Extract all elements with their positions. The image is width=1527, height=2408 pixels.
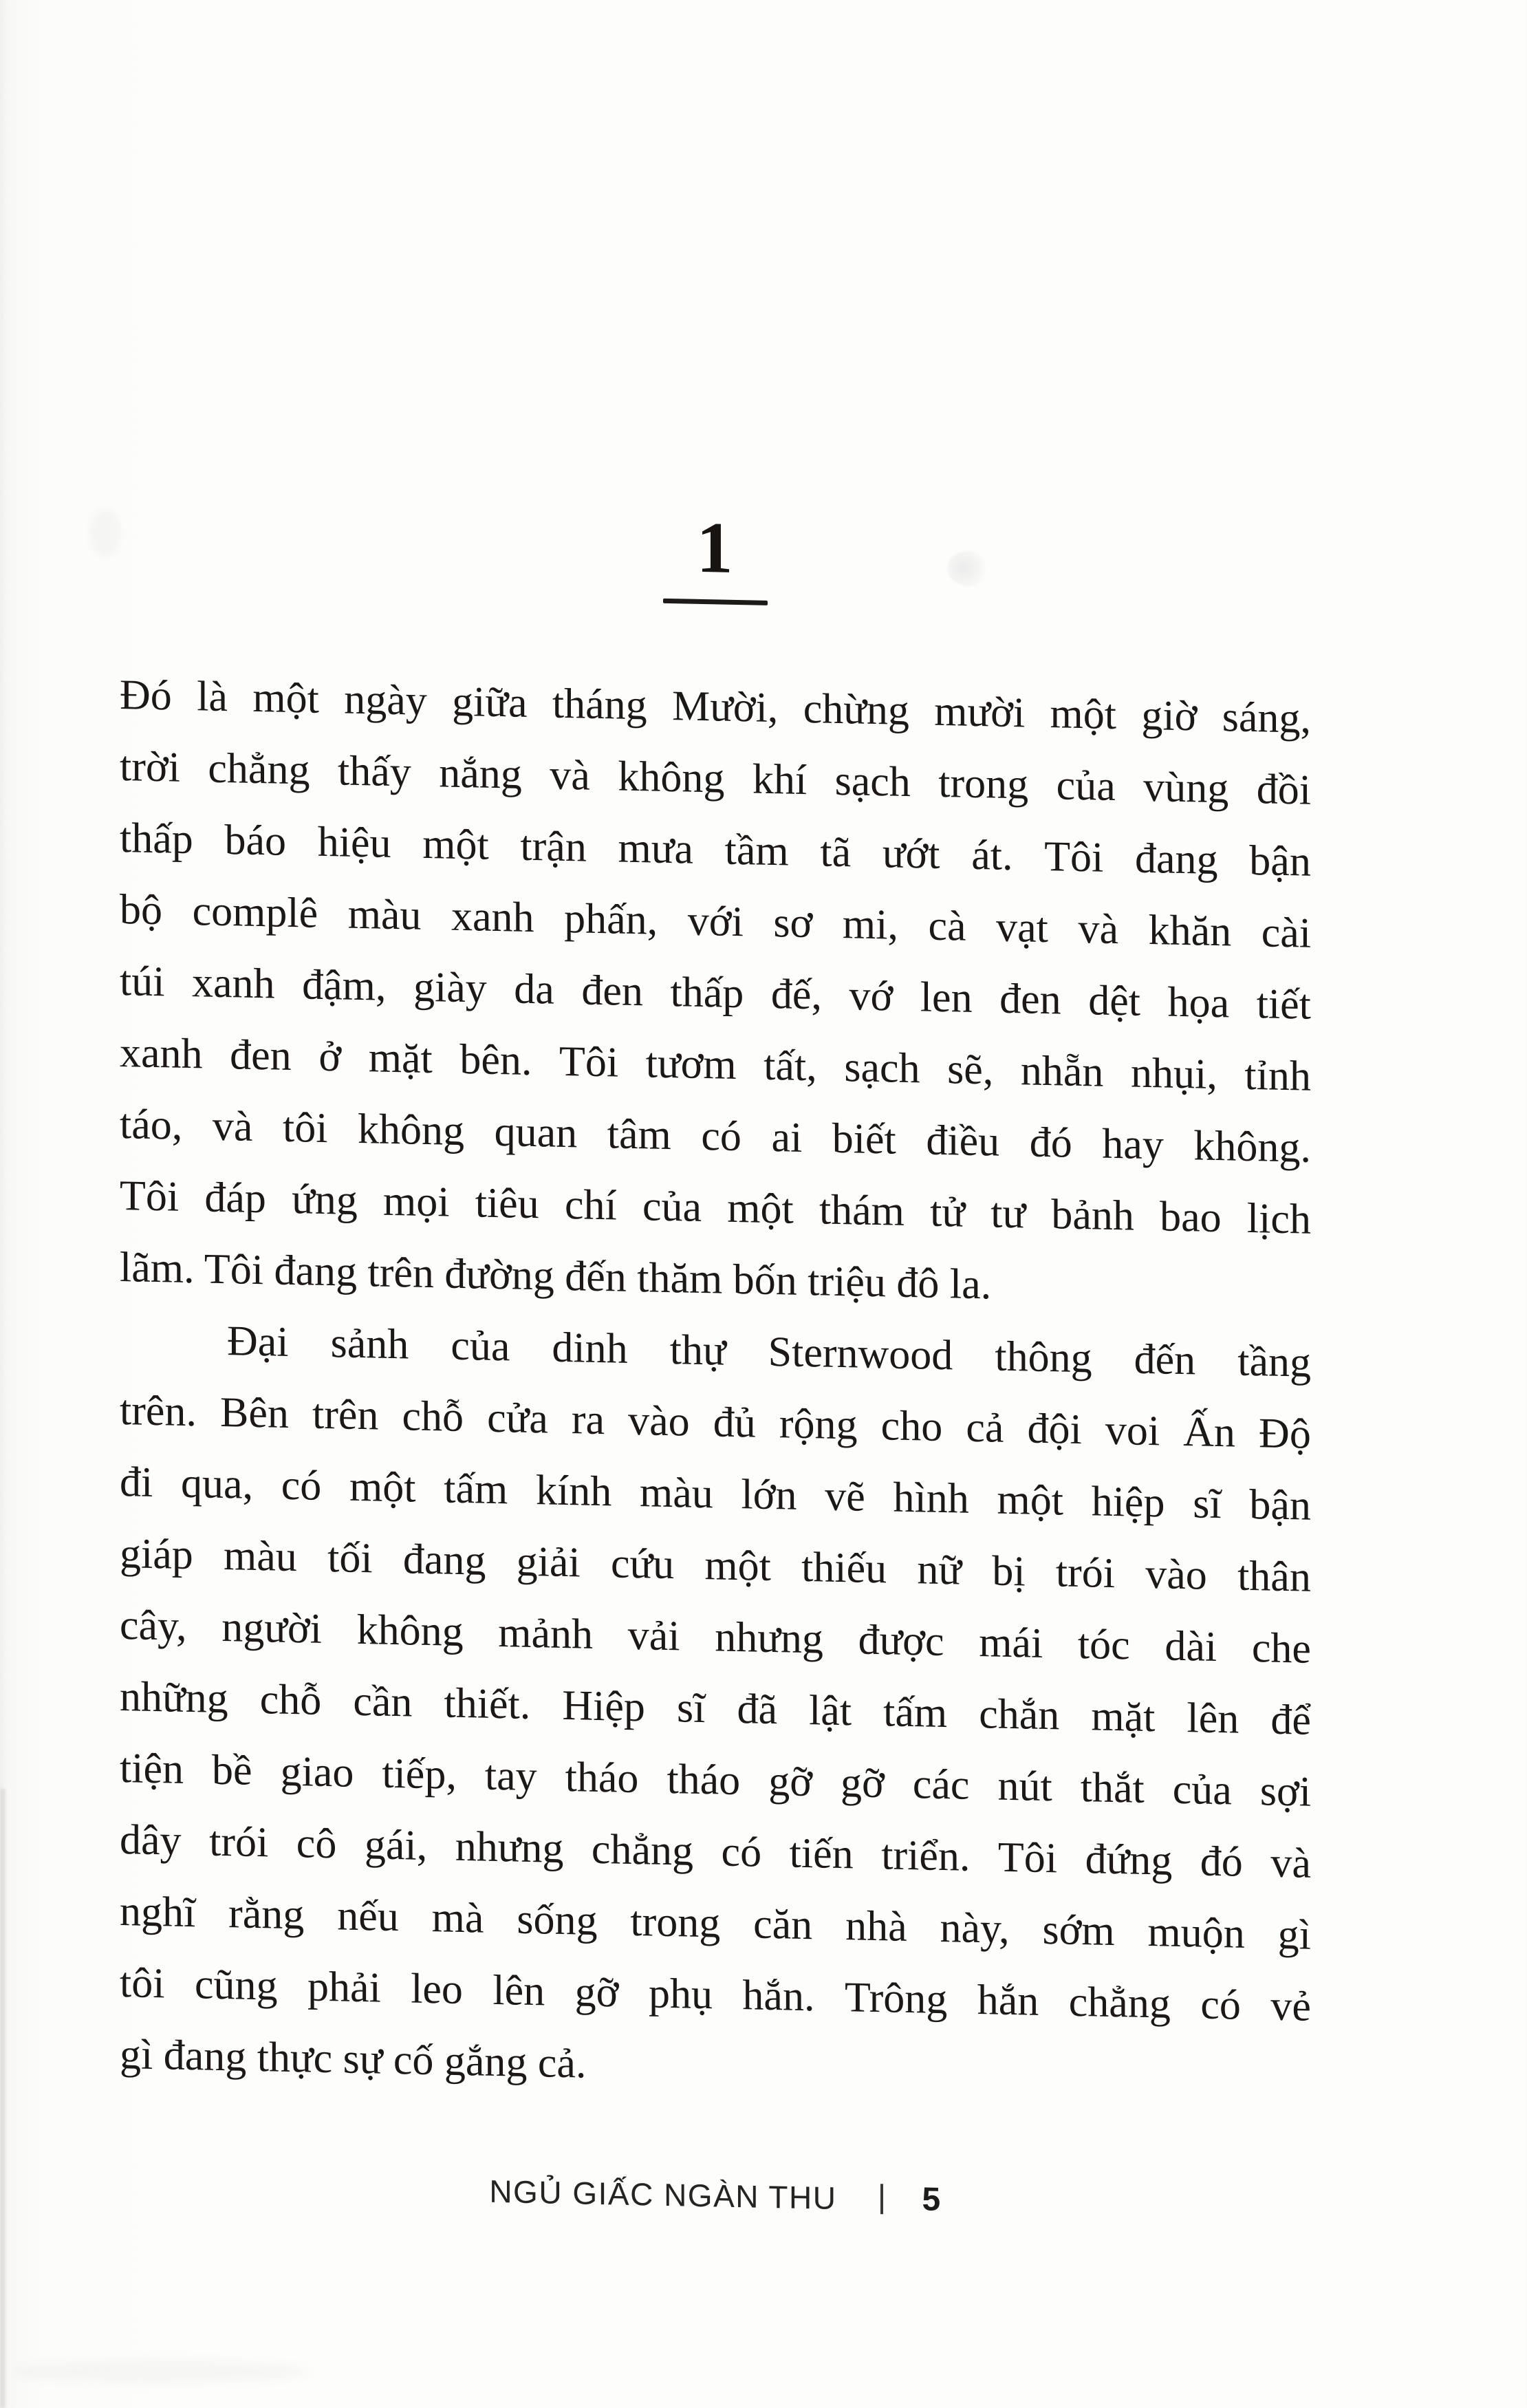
- word: bên.: [459, 1035, 532, 1085]
- word: của: [1172, 1765, 1232, 1814]
- word: sơ: [773, 899, 813, 947]
- word: át.: [971, 831, 1013, 880]
- word: tháng: [552, 680, 647, 729]
- word: các: [912, 1761, 970, 1809]
- word: đáp: [204, 1174, 266, 1223]
- word: vào: [628, 1397, 690, 1445]
- word: tôi: [282, 1104, 328, 1152]
- word: họa: [1167, 978, 1230, 1027]
- word: vùng: [1143, 763, 1229, 813]
- word: chẳng: [1068, 1978, 1171, 2028]
- word: một: [727, 1184, 794, 1233]
- word: che: [1251, 1624, 1311, 1673]
- word: Đại: [227, 1318, 289, 1366]
- word: Tôi: [559, 1038, 619, 1086]
- word: tiến: [789, 1829, 854, 1878]
- word: đang: [402, 1536, 486, 1584]
- word: tư: [990, 1190, 1026, 1238]
- word: ướt: [882, 830, 940, 878]
- word: giữa: [452, 678, 528, 727]
- word: đủ: [713, 1399, 756, 1447]
- word: trận: [520, 822, 587, 871]
- word: bận: [1249, 1481, 1311, 1529]
- word: thấy: [337, 747, 411, 796]
- word: là: [197, 673, 228, 721]
- word: này,: [940, 1904, 1010, 1953]
- word: tử: [930, 1188, 966, 1236]
- word: lật: [809, 1687, 852, 1735]
- word: nhẵn: [1020, 1047, 1104, 1096]
- word: dây: [120, 1816, 182, 1864]
- word: hắn: [977, 1977, 1039, 2025]
- word: tiện: [120, 1745, 184, 1793]
- word: tay: [484, 1752, 537, 1800]
- word: lịch: [1246, 1194, 1311, 1243]
- word: và: [1270, 1839, 1311, 1887]
- word: báo: [224, 817, 287, 865]
- word: cửa: [487, 1394, 548, 1443]
- word: qua,: [180, 1459, 254, 1508]
- word: cà: [928, 902, 966, 950]
- body-text: [120, 659, 1311, 2114]
- word: tối: [327, 1534, 373, 1582]
- word: cô: [296, 1820, 337, 1868]
- word: ra: [571, 1396, 605, 1444]
- word: muộn: [1147, 1909, 1245, 1957]
- word: giải: [516, 1538, 581, 1587]
- word: bận: [1249, 837, 1311, 885]
- word: giày: [413, 963, 487, 1012]
- word: tóc: [1077, 1620, 1130, 1669]
- word: và: [1078, 905, 1118, 954]
- word: giờ: [1141, 691, 1198, 740]
- word: giao: [280, 1748, 354, 1796]
- word: đen: [999, 975, 1061, 1024]
- word: đi: [120, 1459, 153, 1506]
- word: lên: [1187, 1695, 1239, 1743]
- word: thấp: [670, 969, 744, 1018]
- word: Tôi: [997, 1834, 1058, 1882]
- word: những: [120, 1673, 228, 1723]
- word: sẽ,: [947, 1046, 994, 1094]
- word: táo,: [120, 1101, 183, 1149]
- word: để: [1270, 1696, 1311, 1744]
- word: Tôi: [1044, 832, 1104, 881]
- word: dinh: [552, 1324, 628, 1373]
- word: phấn,: [564, 894, 658, 944]
- word: đậm,: [302, 961, 387, 1010]
- word: một: [997, 1476, 1063, 1525]
- word: Ấn: [1183, 1408, 1235, 1456]
- word: gỡ: [768, 1757, 813, 1806]
- word: hiệu: [317, 818, 391, 867]
- word: rằng: [228, 1890, 305, 1939]
- word: của: [451, 1322, 510, 1370]
- word: phải: [307, 1963, 381, 2012]
- word: tâm: [607, 1110, 671, 1159]
- word: vẻ: [1270, 1982, 1311, 2030]
- word: bao: [1160, 1193, 1222, 1242]
- word: trong: [630, 1898, 721, 1947]
- word: Mười,: [672, 682, 779, 732]
- word: cũng: [194, 1961, 278, 2010]
- word: và: [212, 1102, 253, 1150]
- word: sạch: [834, 757, 911, 806]
- text-line: lãm. Tôi đang trên đường đến thăm bốn triệu đô la.: [120, 1244, 992, 1309]
- word: có: [1200, 1981, 1241, 2029]
- word: vạt: [996, 903, 1048, 952]
- word: chỗ: [259, 1676, 322, 1724]
- chapter-number: 1: [696, 506, 735, 588]
- running-title: NGỦ GIẤC NGÀN THU: [489, 2173, 837, 2216]
- word: thiếu: [801, 1543, 887, 1593]
- word: da: [514, 965, 554, 1013]
- word: ứng: [292, 1176, 358, 1224]
- word: thông: [995, 1333, 1092, 1382]
- word: tất,: [764, 1042, 817, 1090]
- word: lên: [492, 1966, 545, 2015]
- word: ở: [318, 1033, 342, 1081]
- word: dài: [1165, 1622, 1217, 1671]
- word: nhưng: [715, 1613, 823, 1663]
- word: tháo: [667, 1755, 741, 1805]
- word: hình: [893, 1474, 969, 1523]
- word: cần: [353, 1677, 413, 1726]
- word: bộ: [120, 886, 162, 934]
- word: vào: [1145, 1550, 1207, 1599]
- word: mưa: [618, 824, 693, 873]
- word: mặt: [1091, 1692, 1156, 1741]
- word: thấp: [120, 815, 193, 863]
- word: thự: [669, 1326, 726, 1375]
- word: nhụi,: [1131, 1049, 1217, 1099]
- word: hiệp: [1091, 1478, 1165, 1527]
- word: nghĩ: [120, 1888, 196, 1937]
- word: đó: [1029, 1119, 1072, 1167]
- word: ai: [771, 1114, 803, 1161]
- word: Bên: [220, 1388, 289, 1437]
- word: len: [920, 974, 973, 1022]
- word: cây,: [120, 1602, 187, 1650]
- word: triển.: [881, 1831, 971, 1880]
- word: người: [221, 1603, 322, 1653]
- word: gỡ: [841, 1759, 885, 1807]
- word: mọi: [383, 1177, 450, 1226]
- word: cho: [880, 1402, 943, 1451]
- word: sảnh: [330, 1320, 409, 1368]
- word: trói: [1055, 1549, 1115, 1598]
- word: kính: [535, 1467, 612, 1516]
- word: bề: [212, 1746, 252, 1794]
- word: gái,: [364, 1821, 428, 1869]
- word: với: [687, 897, 744, 946]
- word: và: [550, 751, 590, 799]
- word: Trông: [844, 1974, 948, 2023]
- word: đó: [1200, 1838, 1243, 1886]
- word: không: [356, 1606, 464, 1656]
- word: tã: [820, 828, 852, 877]
- word: được: [858, 1616, 944, 1666]
- word: phụ: [648, 1970, 713, 2019]
- word: tháo: [565, 1754, 639, 1803]
- word: trong: [938, 759, 1029, 808]
- word: vớ: [849, 972, 894, 1020]
- word: nắng: [439, 749, 522, 798]
- word: màu: [639, 1469, 713, 1518]
- word: đế,: [770, 971, 822, 1019]
- word: Hiệp: [562, 1681, 645, 1731]
- word: gì: [1277, 1911, 1311, 1959]
- word: căn: [753, 1900, 813, 1949]
- word: chỗ: [402, 1393, 464, 1441]
- word: một: [1050, 690, 1116, 739]
- word: tươm: [645, 1040, 737, 1088]
- word: nhà: [845, 1902, 907, 1950]
- word: một: [704, 1542, 771, 1591]
- word: leo: [411, 1965, 463, 2014]
- word: mái: [979, 1619, 1043, 1667]
- word: cứu: [610, 1540, 675, 1589]
- word: mười: [934, 687, 1026, 737]
- word: trên: [312, 1390, 379, 1439]
- text-line: gì đang thực sự cố gắng cả.: [120, 2031, 587, 2087]
- word: đội: [1027, 1405, 1082, 1454]
- word: biết: [832, 1115, 896, 1163]
- page-number: 5: [922, 2181, 942, 2218]
- word: đến: [1134, 1335, 1196, 1384]
- word: cả: [966, 1404, 1004, 1452]
- word: sĩ: [1193, 1480, 1222, 1528]
- word: vải: [627, 1611, 680, 1660]
- word: có: [721, 1828, 762, 1876]
- footer-separator-bar: [880, 2184, 883, 2214]
- word: hay: [1102, 1120, 1164, 1169]
- word: nhưng: [455, 1823, 564, 1872]
- word: tỉnh: [1244, 1051, 1311, 1100]
- word: tiếp,: [382, 1750, 457, 1798]
- word: chừng: [803, 685, 909, 735]
- word: không.: [1193, 1122, 1311, 1172]
- word: thắt: [1080, 1764, 1145, 1812]
- word: trên.: [120, 1387, 197, 1436]
- word: khăn: [1148, 907, 1232, 956]
- word: trói: [209, 1818, 269, 1867]
- word: nếu: [337, 1892, 399, 1941]
- word: sáng,: [1222, 694, 1311, 742]
- word: ngày: [344, 676, 427, 724]
- word: điều: [926, 1117, 1000, 1165]
- word: rộng: [779, 1400, 858, 1449]
- word: đang: [1135, 835, 1218, 884]
- word: màu: [224, 1532, 297, 1581]
- word: đã: [737, 1686, 777, 1734]
- word: sợi: [1259, 1767, 1311, 1816]
- word: đen: [581, 967, 643, 1015]
- page-footer: [120, 2167, 1310, 2224]
- word: mi,: [842, 901, 898, 949]
- word: thám: [819, 1186, 905, 1235]
- word: xanh: [192, 959, 275, 1008]
- word: gỡ: [574, 1968, 619, 2017]
- word: không: [618, 753, 725, 802]
- word: tấm: [883, 1688, 948, 1737]
- word: màu: [347, 890, 422, 939]
- word: sạch: [844, 1044, 920, 1093]
- word: một: [349, 1463, 416, 1512]
- chapter-underline: [663, 599, 768, 605]
- word: Sternwood: [768, 1328, 953, 1379]
- word: thiết.: [444, 1679, 531, 1728]
- word: thân: [1237, 1552, 1311, 1601]
- word: của: [1056, 762, 1116, 810]
- word: nữ: [917, 1546, 962, 1594]
- word: có: [701, 1112, 741, 1161]
- word: cài: [1261, 909, 1311, 957]
- word: tiết: [1256, 980, 1311, 1029]
- word: Tôi: [120, 1172, 180, 1221]
- word: tiêu: [475, 1179, 539, 1228]
- word: hắn.: [742, 1972, 815, 2021]
- word: lớn: [741, 1471, 797, 1519]
- word: nút: [997, 1762, 1052, 1811]
- word: trời: [120, 743, 180, 791]
- word: voi: [1105, 1406, 1160, 1455]
- word: đứng: [1085, 1836, 1173, 1884]
- word: giáp: [120, 1530, 193, 1579]
- word: sống: [517, 1895, 598, 1944]
- word: bị: [992, 1547, 1026, 1595]
- word: chẳng: [591, 1825, 693, 1875]
- word: dệt: [1088, 977, 1141, 1025]
- word: đen: [230, 1031, 292, 1080]
- word: chẳng: [208, 744, 310, 794]
- word: complê: [192, 888, 318, 937]
- word: bảnh: [1051, 1191, 1134, 1240]
- word: tôi: [120, 1959, 165, 2008]
- word: đồi: [1256, 766, 1311, 814]
- word: của: [642, 1183, 702, 1231]
- word: có: [281, 1461, 322, 1509]
- word: quan: [494, 1108, 578, 1157]
- word: Đó: [120, 671, 172, 720]
- word: một: [252, 674, 319, 722]
- word: mặt: [368, 1034, 433, 1083]
- word: tầng: [1237, 1337, 1311, 1386]
- word: chắn: [979, 1690, 1060, 1739]
- word: tấm: [444, 1465, 508, 1514]
- word: Độ: [1259, 1410, 1311, 1458]
- word: khí: [752, 755, 808, 804]
- word: xanh: [120, 1029, 203, 1078]
- word: mà: [431, 1894, 484, 1942]
- word: sĩ: [676, 1684, 706, 1732]
- word: chí: [564, 1181, 617, 1229]
- word: mảnh: [498, 1609, 594, 1658]
- word: xanh: [451, 892, 534, 942]
- word: không: [358, 1105, 465, 1155]
- chapter-heading: [120, 499, 1310, 616]
- word: tầm: [724, 826, 789, 875]
- word: vẽ: [825, 1472, 865, 1520]
- word: sớm: [1042, 1906, 1115, 1955]
- word: một: [422, 820, 489, 869]
- word: túi: [120, 958, 165, 1006]
